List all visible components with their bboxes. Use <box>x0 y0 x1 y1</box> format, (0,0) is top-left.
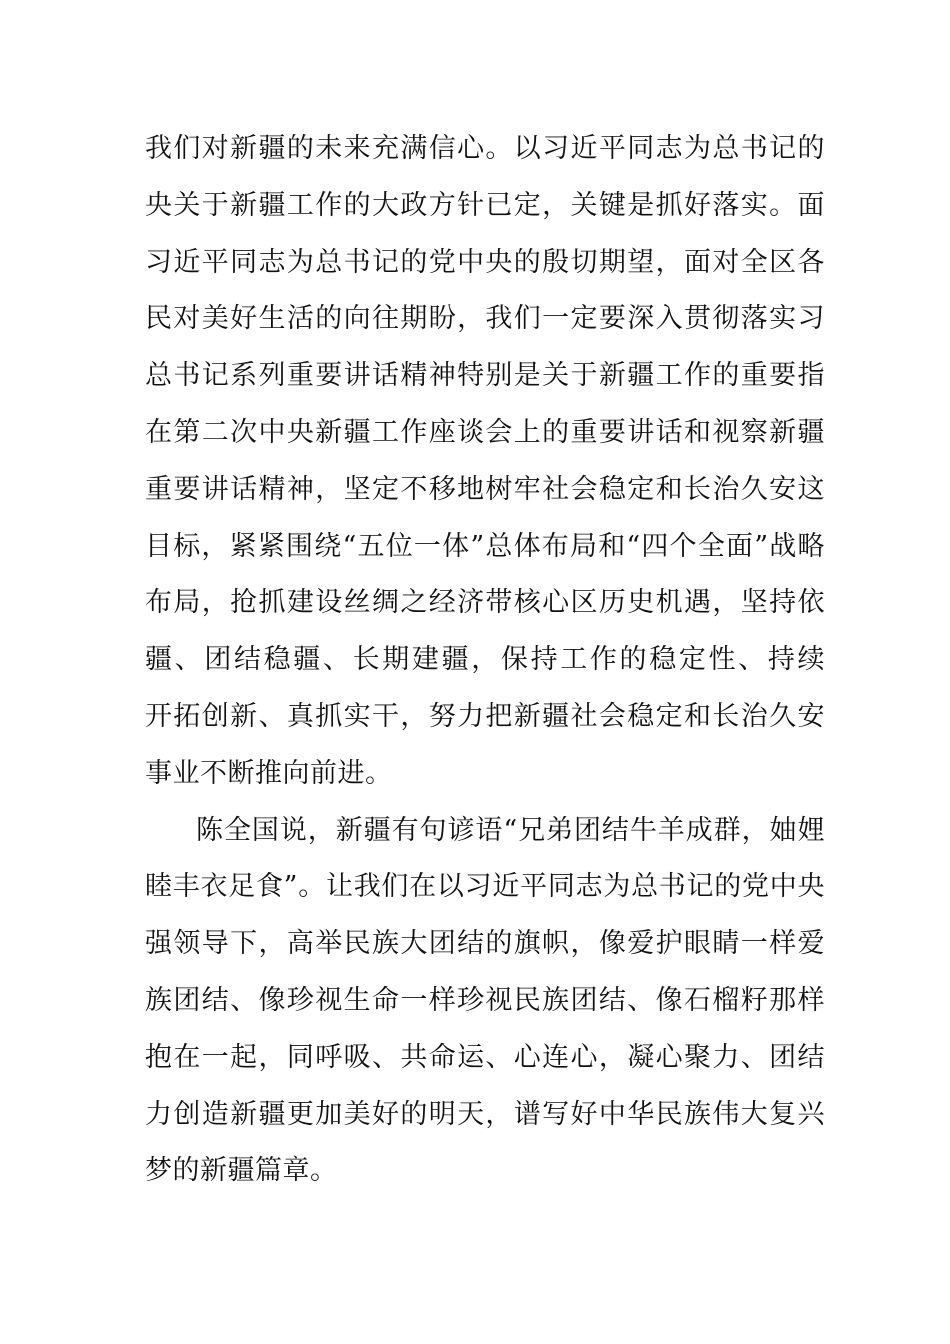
text-line: 我们对新疆的未来充满信心。以习近平同志为总书记的 <box>145 133 825 164</box>
text-line: 强领导下，高举民族大团结的旗帜，像爱护眼睛一样爱 <box>145 928 825 960</box>
text-line: 疆、团结稳疆、长期建疆，保持工作的稳定性、持续 <box>145 644 825 676</box>
text-line: 事业不断推向前进。 <box>145 757 393 789</box>
text-line: 目标，紧紧围绕“五位一体”总体布局和“四个全面”战略 <box>145 530 825 562</box>
text-line: 力创造新疆更加美好的明天，谱写好中华民族伟大复兴 <box>145 1098 825 1130</box>
text-line: 梦的新疆篇章。 <box>145 1155 338 1187</box>
text-line: 习近平同志为总书记的党中央的殷切期望，面对全区各 <box>145 246 825 278</box>
text-line: 抱在一起，同呼吸、共命运、心连心，凝心聚力、团结 <box>145 1041 825 1073</box>
text-line: 央关于新疆工作的大政方针已定，关键是抓好落实。面 <box>145 189 825 221</box>
paragraph-1 <box>145 121 825 803</box>
text-line: 开拓创新、真抓实干，努力把新疆社会稳定和长治久安 <box>145 700 825 732</box>
text-line: 睦丰衣足食”。让我们在以习近平同志为总书记的党中央 <box>145 871 825 903</box>
paragraph-2 <box>145 803 825 1201</box>
text-line: 总书记系列重要讲话精神特别是关于新疆工作的重要指 <box>145 360 825 392</box>
text-line: 重要讲话精神，坚定不移地树牢社会稳定和长治久安这 <box>145 473 825 505</box>
body-text <box>145 121 825 1200</box>
text-line: 族团结、像珍视生命一样珍视民族团结、像石榴籽那样 <box>145 984 825 1016</box>
text-line: 在第二次中央新疆工作座谈会上的重要讲话和视察新疆 <box>145 416 825 448</box>
text-line: 民对美好生活的向往期盼，我们一定要深入贯彻落实习 <box>145 303 825 335</box>
text-line: 陈全国说，新疆有句谚语“兄弟团结牛羊成群，妯娌 <box>196 814 825 846</box>
text-line: 布局，抢抓建设丝绸之经济带核心区历史机遇，坚持依 <box>145 587 825 619</box>
